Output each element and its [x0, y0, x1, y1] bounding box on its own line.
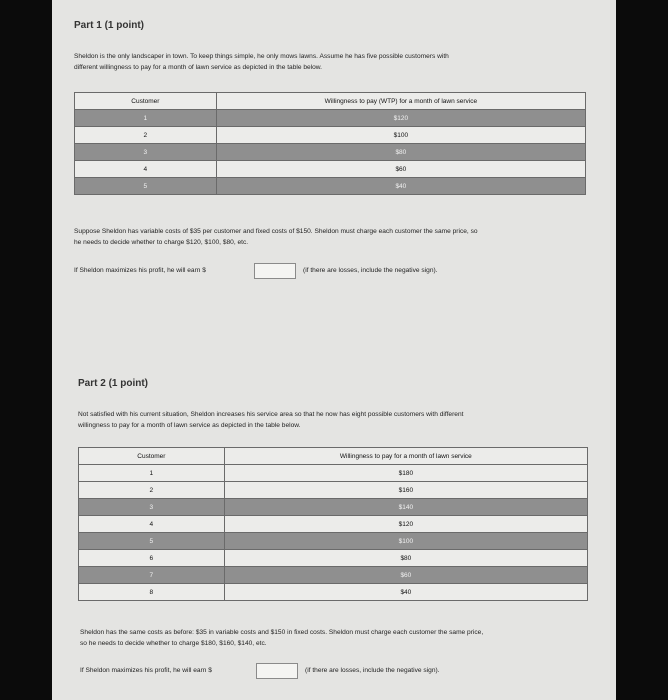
wtp-cell: $120 [216, 110, 585, 127]
part1-intro-line-2: different willingness to pay for a month of lawn service as depicted in the table below. [74, 64, 323, 71]
table-row [75, 178, 586, 195]
wtp-cell: $80 [216, 144, 585, 161]
customer-cell: 8 [79, 584, 225, 601]
customer-cell: 6 [79, 550, 225, 567]
customer-cell: 5 [79, 533, 225, 550]
part1-col-customer: Customer [75, 93, 217, 110]
wtp-cell: $60 [216, 161, 585, 178]
wtp-cell: $40 [216, 178, 585, 195]
wtp-cell: $120 [224, 516, 587, 533]
wtp-cell: $60 [224, 567, 587, 584]
wtp-cell: $140 [224, 499, 587, 516]
wtp-cell: $100 [224, 533, 587, 550]
part2-costs-text [80, 627, 483, 649]
customer-cell: 1 [75, 110, 217, 127]
part2-intro-line-2: willingness to pay for a month of lawn service as depicted in the table below. [78, 422, 301, 429]
wtp-cell: $80 [224, 550, 587, 567]
customer-cell: 5 [75, 178, 217, 195]
part2-costs-line-2: so he needs to decide whether to charge $180, $160, $140, etc. [80, 640, 267, 647]
part1-wtp-table [74, 92, 586, 195]
part1-costs-text [74, 226, 478, 248]
wtp-cell: $180 [224, 465, 587, 482]
table-row [79, 516, 588, 533]
table-row [79, 550, 588, 567]
table-row [79, 465, 588, 482]
table-row [75, 127, 586, 144]
table-row [79, 533, 588, 550]
part2-wtp-table [78, 447, 588, 601]
part2-profit-input[interactable] [256, 663, 298, 679]
part2-answer-suffix: (if there are losses, include the negative sign). [305, 667, 440, 674]
part2-intro-line-1: Not satisfied with his current situation, Sheldon increases his service area so that he now has eight possible customers with different [78, 411, 464, 418]
part1-costs-line-1: Suppose Sheldon has variable costs of $35 per customer and fixed costs of $150. Sheldon must charge each customer the same price, so [74, 228, 478, 235]
part1-heading: Part 1 (1 point) [74, 20, 145, 31]
table-row [79, 567, 588, 584]
customer-cell: 4 [75, 161, 217, 178]
customer-cell: 3 [79, 499, 225, 516]
worksheet-page [52, 0, 616, 700]
customer-cell: 4 [79, 516, 225, 533]
part2-intro [78, 409, 463, 431]
part2-heading: Part 2 (1 point) [78, 378, 149, 389]
customer-cell: 2 [75, 127, 217, 144]
part1-intro [74, 51, 449, 73]
table-row [79, 584, 588, 601]
part2-col-wtp: Willingness to pay for a month of lawn service [224, 448, 587, 465]
table-row [75, 161, 586, 178]
customer-cell: 3 [75, 144, 217, 161]
wtp-cell: $40 [224, 584, 587, 601]
part2-col-customer: Customer [79, 448, 225, 465]
part1-intro-line-1: Sheldon is the only landscaper in town. To keep things simple, he only mows lawns. Assume he has five possible customers with [74, 53, 449, 60]
wtp-cell: $100 [216, 127, 585, 144]
part1-answer-prefix: If Sheldon maximizes his profit, he will earn $ [74, 267, 206, 274]
part2-costs-line-1: Sheldon has the same costs as before: $35 in variable costs and $150 in fixed costs. Sheldon must charge each customer the same price, [80, 629, 484, 636]
customer-cell: 7 [79, 567, 225, 584]
part1-profit-input[interactable] [254, 263, 296, 279]
customer-cell: 1 [79, 465, 225, 482]
part1-costs-line-2: he needs to decide whether to charge $120, $100, $80, etc. [74, 239, 249, 246]
customer-cell: 2 [79, 482, 225, 499]
table-row [79, 482, 588, 499]
table-row [75, 110, 586, 127]
part2-answer-prefix: If Sheldon maximizes his profit, he will earn $ [80, 667, 212, 674]
table-row [75, 144, 586, 161]
part1-col-wtp: Willingness to pay (WTP) for a month of lawn service [216, 93, 585, 110]
table-row [79, 499, 588, 516]
part1-answer-suffix: (if there are losses, include the negative sign). [303, 267, 438, 274]
wtp-cell: $160 [224, 482, 587, 499]
